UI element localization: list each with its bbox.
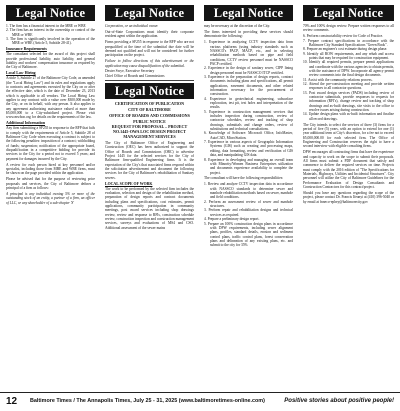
banner-title: Legal Notice xyxy=(303,5,394,21)
paragraph: The consultant selected for the award of this project shall provide professional liability, auto liability, and general liability and workers' compensation insurance as required by the City of Baltimore. xyxy=(6,52,95,70)
list-item: 3. Experience in the preparation of design reports, contract documents including plans and specifications, all permit applications, easement documents, and other related information necessary for the procurement of construction. xyxy=(204,74,293,97)
page-footer xyxy=(0,392,400,411)
list-item: 13. Post award design services (PADS) including review of contractor submittals, provide responses to requests for information (RFI's), change review and tracking of shop drawings and as-built drawings, site visits to the office to resolve issues arising during construction. xyxy=(303,90,394,113)
column-4 xyxy=(303,5,394,391)
paragraph: A review for each person hired at key personnel and/or specialist, including those from MBE and WBE firms, must be shown on the page provided within the application. xyxy=(6,162,95,176)
slogan: Positive stories about positive people! xyxy=(284,398,394,404)
list-item: 2. Experience in the design of sanitary sewer, CIPP lining design personnel must be NASSCO ITCP certified. xyxy=(204,66,293,75)
divider xyxy=(105,80,194,81)
paragraph: A principal is any individual owning 5% or more of the outstanding stock of an entity, a partner of a firm, an officer of LLC, or any shareholder of a sub-chapter 'S' xyxy=(6,191,95,205)
list-item: 3. The firm is significantly involved in the operation of the MBE or WBE (Article 5, Subtitle 28-41). xyxy=(6,37,95,46)
cert-city: CITY OF BALTIMORE xyxy=(128,107,171,113)
paragraph: Firms providing a SF255 in response to the RFP who are not prequalified at the time of the submittal due date will be deemed not qualified and will not be considered for further participation on the project. xyxy=(105,40,194,58)
list-item: 10. Identify all required permits, prepare permit applications and coordinate with the various agencies to obtain permits, with the assistance of DPW. Incorporate all agency permit review comments into the final design documents. xyxy=(303,60,394,78)
list-item: 9. Identify all ROW requirements, and any rehab and access points that may be required for construction equipment. xyxy=(303,51,394,60)
publication-line: Baltimore Times / The Annapolis Times, July 25 - 31, 2025 (www.baltimoretimes-online.com) xyxy=(30,398,265,404)
list-item: 4. Prepare a preliminary design report. xyxy=(204,217,260,222)
responsibilities-list xyxy=(204,182,293,247)
banner-title: Legal Notice xyxy=(105,5,194,21)
banner-title: Legal Notice xyxy=(6,5,95,21)
list-item: 7. Prepare contract specifications in accordance with the Baltimore City Standard Specifications "Green Book". xyxy=(303,38,394,47)
list-item: 12. Attend the pre-construction meeting and provide written responses to all contractor questions. xyxy=(303,82,394,91)
legal-notice-page xyxy=(6,5,394,391)
paragraph: Failure to follow directions of this advertisement or the application may cause disqualification of the submittal. xyxy=(105,59,194,68)
page-number: 12 xyxy=(6,396,18,407)
list-item: 2. Perform an assessment review of sewer and manhole structures. xyxy=(204,199,293,209)
paragraph: 70% and 100% design review. Prepare written responses to all review comments. xyxy=(303,24,394,33)
list-item: 1. The firm has a financial interest in the MBE or WBE xyxy=(6,24,86,28)
list-item: 3. Perform repair and rehabilitation designs and technical services as required. xyxy=(204,208,293,217)
paragraph: Any firm submitting a SF255 in response to the RFP that fails to comply with the requirements of Article 5, Subtitle 28 of Baltimore City Code when executing a contract is subject to the following penalties: imposition of a contract; withholding of funds; suspension; notification of the appropriate board, disqualification in a competitive bidding for provide its services to the City for a period not to exceed 5 years; and payment for damages incurred by the City. xyxy=(6,126,95,161)
paragraph: Article 5, Subtitle 27 of the Baltimore City Code, as amended (the "Local Hiring Law") and its rules and regulations apply to contracts and agreements executed by the City on or after the effective date, which is the date of December 23, 2013 which is applicable to all vendors. The Local Hiring Law applies to any contract with a value over $300,000 made by the City, or on its behalf, with any person. It also applies to any agreement authorizing assistance valued at more than $5,000,000 to a City-subsidized project. Please visit www.mwboo.org for details on the requirements of the law. xyxy=(6,76,95,120)
list-item: 1. Review and analyze CCTV inspection data in accordance with NASSCO standards to determine sewer and manhole rehabilitation methods based on sewer, manhole and field conditions. xyxy=(204,182,293,200)
list-item: 14. Update design plans with as-built information and finalize all record drawings. xyxy=(303,112,394,121)
request-title: REQUEST FOR PROPOSAL – PROJECT NO.1445-OWA LOC DESIGN PROJECT MANAGEMENT SERVICES xyxy=(111,124,188,140)
paragraph: DPW encourages all contracting firms that have the experience and capacity to work on the scope to submit their proposals. All firms must submit a PDF document that satisfy and commence to deliver the required services on time. Projects must comply with the 2016 edition of "The Specifications for Materials, Highways, Utilities and Incidental Structures". City personnel will utilize the City of Baltimore Guidelines for the Performance Evaluation of Design Consultants and Construction Contractors for this contract/project. xyxy=(303,150,394,190)
cert-notice: PUBLIC NOTICE xyxy=(133,118,166,124)
list-item: 5. Prepare an 100% construction design plans in accordance with DPW requirements, including sewer alignment plans, profiles, standard details, erosion and sediment control plans, traffic control plans, forest conservation plans and delineation of any existing plans, etc. and submit to the city for 35% xyxy=(204,221,293,248)
signature-title: Chief Office of Boards and Commissions xyxy=(105,73,165,78)
list-item: 8. Prepare an engineer's cost estimate during design phase. xyxy=(303,47,388,52)
list-item: 8. Experience in developing and managing an overall team with Minority/Women Business Enterprises utilization and documents experience availability to complete the project. xyxy=(204,157,293,175)
intro-list xyxy=(6,24,95,46)
list-item: 1. Experience in analyzing CCTV inspection data from various platforms (using industry standards such as NASSCO's PACP, MACP, etc., and in selecting rehabilitation methods based on pipe and field conditions, CCTV review personnel must be NASSCO PACP certified. xyxy=(204,40,293,66)
column-2 xyxy=(105,5,194,391)
paragraph: Corporation, or an individual owner. xyxy=(105,24,159,28)
banner-title: Legal Notice xyxy=(204,5,293,21)
paragraph: Should you have any questions regarding the scope of the project, please contact Dr. Francis Ifeanyi at (410) 396-5040 or by email at fnneco-ephey@baltimorecity.gov xyxy=(303,191,394,204)
paragraph: The consultant will have the following responsibilities: xyxy=(204,176,284,181)
section-heading: Insurance Requirements xyxy=(6,47,47,52)
section-heading: LOCAL SCOPE OF WORK xyxy=(105,181,153,186)
paragraph: Out-of-State Corporations must identify their corporate resident agent within the application. xyxy=(105,29,194,39)
paragraph: The City intends to select the services of three (3) firms for a period of five (5) years, with an option to extend for one (1) year additional term at City's discretion, for a fee not to exceed $5,000,000.00 for each selected firm. The Office of Engineering and Construction reserves the right to have a second interview with eligible consulting firms. xyxy=(303,122,394,149)
paragraph: The work to be performed by the selected firm includes the evaluation, selection and design of the rehabilitation method, preparation of design reports and contract documents including plans and specifications, cost estimates, permit applications, community participation in community meetings, post award services including shop drawings review, review and response to RFIs, construction schedule review, construction inspection and construction management services, surveys and evaluations of MS4 and CSO. Additional assessment of the sewer mains xyxy=(105,186,194,230)
paragraph: The City of Baltimore Office of Engineering and Construction (OEC) has been authorized to support the Office of Boards and Commissions (OBC) to advertise Project 1445 for the selected services for the City of Baltimore firm-qualified Engineering firms. It is the expectation of the City's that associated firms respond within the solicitation advertisement and document the following services for the City of Baltimore's rehabilitation of Sanitary sewers. xyxy=(105,140,194,180)
list-item: 6. Perform constructability review for Code of Practice. xyxy=(303,34,384,39)
paragraph: The firms interested in providing these services should demonstrate the following: xyxy=(204,29,293,39)
list-item: 2. The firm has an interest in the ownership or control of the MBE or WBE xyxy=(6,28,95,37)
list-item: 5. Experience in construction management services that includes inspection during construction, review of contractor schedules, review and tracking of shop drawings, submittals and change orders, review of substitutions and technical consultations. xyxy=(204,109,293,132)
paragraph: may be necessary at the discretion of the City. xyxy=(204,24,271,28)
responsibilities-list-cont xyxy=(303,34,394,121)
column-1 xyxy=(6,5,95,391)
cert-office: OFFICE OF BOARDS AND COMMISSIONS xyxy=(109,112,190,118)
requirements-list xyxy=(204,40,293,175)
list-item: 7. Experience in various aspects of Geographic Information Systems (GIS) such as creating and processing maps, editing, data formatting, review and verification of GIS data, and manipulating GIS data. xyxy=(204,140,293,158)
cert-title: CERTIFICATION OF PUBLICATION xyxy=(114,101,185,107)
section-heading: Additional Information xyxy=(6,121,46,126)
list-item: 11. Assist with the community relations process. xyxy=(303,77,373,82)
list-item: 6. Knowledge of Software: Microsoft Office, InfoMaster, AutoCAD, MicroStation. xyxy=(204,131,293,140)
list-item: 4. Experience in geotechnical engineering, subsurface exploration, test pit, test holes and interpretation of the results. xyxy=(204,96,293,110)
section-heading: Local Law Hiring xyxy=(6,71,36,76)
signature-name: Dexter Swye, Executive Secretary xyxy=(105,69,155,74)
banner-title: Legal Notice xyxy=(105,83,194,99)
paragraph: Please be advised that for the purpose of reviewing price proposals and services, the City of Baltimore defines a principal of a firm as follows: xyxy=(6,177,95,190)
column-3 xyxy=(204,5,293,391)
